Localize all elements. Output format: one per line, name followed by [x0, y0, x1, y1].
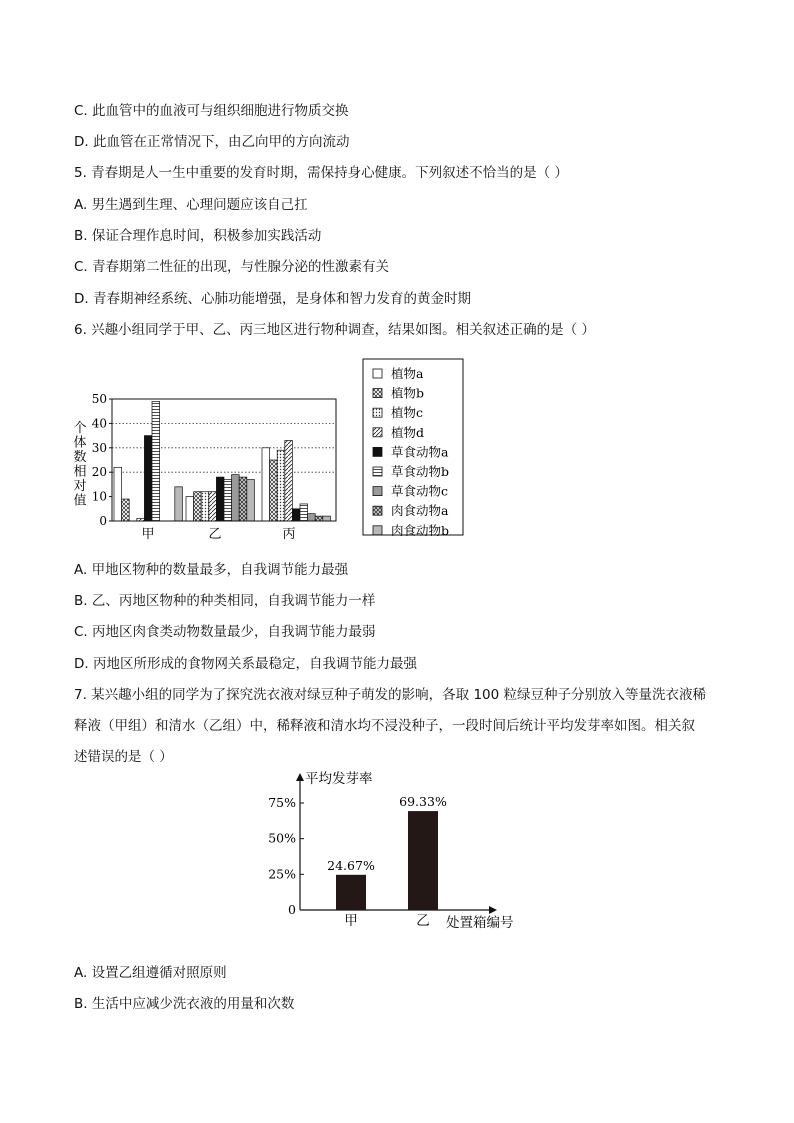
legend-label: 草食动物b — [391, 464, 450, 479]
y-axis-label-char: 数 — [73, 450, 87, 465]
legend-label: 植物c — [391, 405, 424, 421]
y-tick-label: 0 — [99, 514, 107, 528]
q6-option-d: D. 丙地区所形成的食物网关系最稳定，自我调节能力最强 — [74, 656, 417, 672]
q6-option-c: C. 丙地区肉食类动物数量最少，自我调节能力最弱 — [74, 624, 376, 640]
bar-乙 — [408, 811, 438, 910]
q7-stem-line-1: 7. 某兴趣小组的同学为了探究洗衣液对绿豆种子萌发的影响，各取 100 粒绿豆种子分别放入等量洗衣液稀 — [74, 687, 707, 703]
q5-stem: 5. 青春期是人一生中重要的发育时期，需保持身心健康。下列叙述不恰当的是（ ） — [74, 165, 568, 181]
legend-label: 植物a — [391, 366, 424, 381]
q5-option-c: C. 青春期第二性征的出现，与性腺分泌的性激素有关 — [74, 259, 390, 275]
q5-option-a: A. 男生遇到生理、心理问题应该自己扛 — [74, 197, 308, 213]
category-label: 乙 — [416, 913, 430, 929]
y-axis-label-char: 个 — [73, 421, 87, 436]
y-axis-label-char: 体 — [73, 435, 87, 451]
category-label: 甲 — [344, 913, 358, 929]
q7-stem-line-2: 释液（甲组）和清水（乙组）中，稀释液和清水均不浸没种子，一段时间后统计平均发芽率如图。相关叙 — [74, 718, 695, 734]
y-axis-label: 平均发芽率 — [305, 771, 373, 787]
y-axis-label-char: 相 — [73, 464, 87, 480]
category-label: 乙 — [208, 527, 222, 542]
q4-option-d: D. 此血管在正常情况下，由乙向甲的方向流动 — [74, 134, 350, 150]
legend-label: 草食动物a — [391, 444, 449, 460]
legend-label: 植物d — [391, 424, 425, 440]
y-tick-label: 25% — [268, 866, 296, 882]
y-tick-label: 40 — [91, 416, 107, 431]
q6-stem: 6. 兴趣小组同学于甲、乙、丙三地区进行物种调查，结果如图。相关叙述正确的是（ ） — [74, 322, 595, 338]
y-axis-label-char: 对 — [73, 479, 87, 494]
legend-label: 草食动物c — [391, 483, 449, 499]
x-axis-label: 处置箱编号 — [446, 915, 514, 931]
bar-data-label: 24.67% — [327, 857, 375, 873]
y-tick-label: 50 — [91, 392, 107, 406]
bar-甲 — [336, 875, 366, 910]
y-tick-label: 50% — [268, 830, 296, 846]
legend-label: 植物b — [391, 385, 425, 401]
q6-option-b: B. 乙、丙地区物种的种类相同，自我调节能力一样 — [74, 593, 376, 609]
legend-label: 肉食动物a — [391, 503, 449, 519]
y-tick-label: 30 — [91, 440, 107, 455]
y-tick-label: 20 — [91, 465, 107, 480]
q5-option-b: B. 保证合理作息时间，积极参加实践活动 — [74, 228, 322, 244]
q7-stem-line-3: 述错误的是（ ） — [74, 749, 173, 765]
category-label: 丙 — [282, 527, 296, 542]
y-tick-label: 75% — [268, 795, 296, 810]
q6-option-a: A. 甲地区物种的数量最多，自我调节能力最强 — [74, 562, 349, 578]
legend-label: 肉食动物b — [391, 522, 450, 538]
category-label: 甲 — [141, 527, 155, 542]
y-tick-label: 0 — [288, 902, 296, 917]
q7-option-a: A. 设置乙组遵循对照原则 — [74, 965, 227, 981]
y-axis-label-char: 值 — [73, 493, 87, 509]
q4-option-c: C. 此血管中的血液可与组织细胞进行物质交换 — [74, 103, 349, 119]
bar-data-label: 69.33% — [399, 794, 447, 810]
q7-option-b: B. 生活中应减少洗衣液的用量和次数 — [74, 996, 295, 1012]
y-tick-label: 10 — [91, 489, 107, 504]
q5-option-d: D. 青春期神经系统、心肺功能增强，是身体和智力发育的黄金时期 — [74, 291, 471, 307]
